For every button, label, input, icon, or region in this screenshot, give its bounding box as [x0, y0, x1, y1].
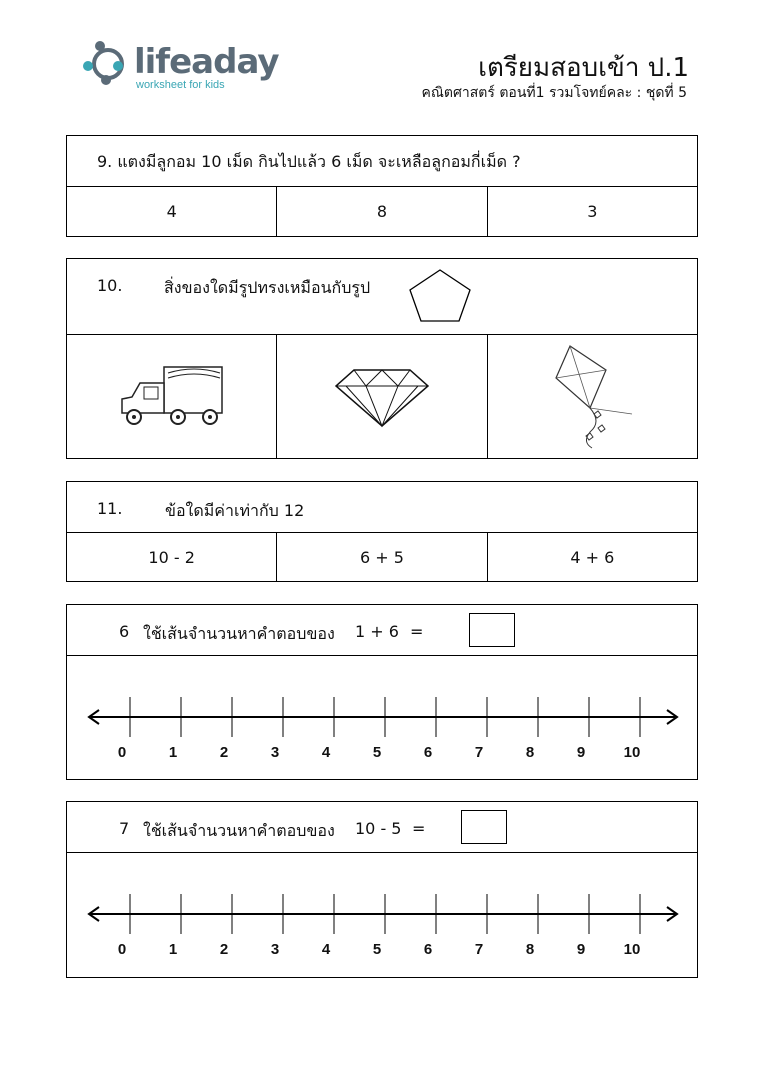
question-7-text: ใช้เส้นจำนวนหาคำตอบของ: [143, 821, 335, 840]
question-7-equals: =: [412, 819, 426, 838]
number-line-label: 3: [270, 941, 280, 958]
question-7-expression: 10 - 5: [355, 819, 402, 838]
diamond-icon: [334, 366, 430, 428]
choice-q10-kite[interactable]: [488, 335, 697, 458]
number-line-label: 5: [372, 941, 382, 958]
number-line-label: 9: [576, 941, 586, 958]
question-11-number: 11.: [97, 499, 123, 518]
number-line-label: 6: [423, 941, 433, 958]
question-11: [66, 481, 698, 582]
kite-icon: [542, 342, 642, 452]
question-6-equals: =: [410, 622, 424, 641]
question-11-header: [67, 482, 697, 533]
question-7: [66, 801, 698, 978]
number-line-label: 8: [525, 941, 535, 958]
question-10: [66, 258, 698, 459]
number-line-q7: [67, 853, 697, 977]
number-line-label: 0: [117, 744, 127, 761]
choice-q9-a[interactable]: 4: [67, 187, 277, 236]
question-6-header: [67, 605, 697, 656]
number-line-label: 6: [423, 744, 433, 761]
question-11-choices: [67, 533, 697, 581]
number-line-label: 4: [321, 941, 331, 958]
number-line-label: 2: [219, 744, 229, 761]
number-line-label: 10: [623, 941, 641, 958]
question-10-choices: [67, 335, 697, 458]
truck-icon: [116, 361, 228, 433]
choice-q9-b[interactable]: 8: [277, 187, 487, 236]
choice-q11-a[interactable]: 10 - 2: [67, 533, 277, 581]
number-line-label: 9: [576, 744, 586, 761]
number-line-label: 2: [219, 941, 229, 958]
question-6-number: 6: [119, 622, 130, 641]
page-title: เตรียมสอบเข้า ป.1: [478, 53, 689, 83]
logo-text: lifeaday: [134, 42, 279, 82]
number-line-label: 3: [270, 744, 280, 761]
number-line-label: 1: [168, 941, 178, 958]
logo-tagline: worksheet for kids: [136, 79, 225, 91]
question-9-text: 9. แตงมีลูกอม 10 เม็ด กินไปแล้ว 6 เม็ด จะเหลือลูกอมกี่เม็ด ?: [67, 136, 697, 187]
question-9-choices: [67, 187, 697, 236]
question-10-number: 10.: [97, 276, 123, 295]
answer-box-q7[interactable]: [461, 810, 507, 844]
choice-q9-c[interactable]: 3: [587, 202, 598, 221]
question-7-number: 7: [119, 819, 130, 838]
question-7-header: [67, 802, 697, 853]
question-6-text: ใช้เส้นจำนวนหาคำตอบของ: [143, 624, 335, 643]
question-10-text: สิ่งของใดมีรูปทรงเหมือนกับรูป: [164, 278, 371, 297]
number-line-label: 10: [623, 744, 641, 761]
number-line-label: 0: [117, 941, 127, 958]
question-6: [66, 604, 698, 780]
number-line-label: 1: [168, 744, 178, 761]
number-line-label: 7: [474, 744, 484, 761]
question-6-expression: 1 + 6: [355, 622, 399, 641]
number-line-label: 7: [474, 941, 484, 958]
question-11-text: ข้อใดมีค่าเท่ากับ 12: [165, 501, 305, 520]
choice-q10-diamond[interactable]: [277, 335, 487, 458]
pentagon-shape-icon: [407, 267, 473, 323]
logo-molecule-icon: [82, 38, 138, 94]
number-line-label: 8: [525, 744, 535, 761]
number-line-label: 4: [321, 744, 331, 761]
answer-box-q6[interactable]: [469, 613, 515, 647]
choice-q11-b[interactable]: 6 + 5: [277, 533, 487, 581]
number-line-q6: [67, 656, 697, 779]
question-9: [66, 135, 698, 237]
number-line-label: 5: [372, 744, 382, 761]
question-10-header: [67, 259, 697, 335]
choice-q10-truck[interactable]: [67, 335, 277, 458]
choice-q11-c[interactable]: 4 + 6: [570, 547, 615, 567]
page-subtitle: คณิตศาสตร์ ตอนที่1 รวมโจทย์คละ : ชุดที่ 5: [421, 85, 687, 101]
